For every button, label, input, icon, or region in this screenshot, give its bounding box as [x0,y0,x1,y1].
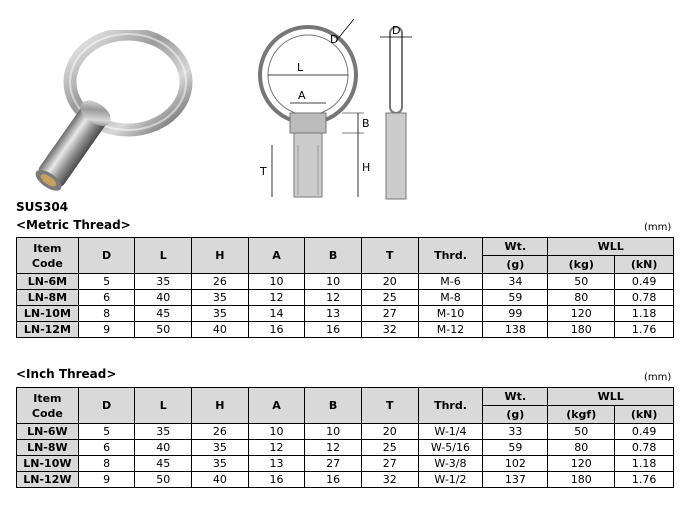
table-cell: 12 [305,440,362,456]
table-cell: 80 [548,290,615,306]
table-cell: 27 [305,456,362,472]
header-b: B [305,388,362,424]
table-cell: 1.76 [615,322,674,338]
header-wt-unit: (g) [483,256,548,274]
table-cell: 1.18 [615,456,674,472]
table-cell: 27 [361,306,418,322]
table-cell: 13 [248,456,305,472]
header-l: L [135,238,192,274]
table-cell: 50 [135,322,192,338]
table-cell: 5 [78,274,135,290]
table-cell: 16 [248,472,305,488]
dim-d-label: D [330,33,339,46]
item-code-cell: LN-8M [17,290,79,306]
table-cell: 9 [78,322,135,338]
table-cell: 35 [192,290,249,306]
table-cell: 27 [361,456,418,472]
table-cell: 5 [78,424,135,440]
table-cell: 1.76 [615,472,674,488]
table-row [17,472,674,488]
dim-h-label: H [362,161,371,174]
metric-table [16,237,674,338]
table-cell: 26 [192,424,249,440]
table-cell: 102 [483,456,548,472]
table-cell: 20 [361,424,418,440]
metric-unit: (mm) [644,222,672,233]
table-cell: 8 [78,456,135,472]
table-cell: 34 [483,274,548,290]
table-cell: 16 [248,322,305,338]
item-code-cell: LN-12W [17,472,79,488]
table-cell: 50 [135,472,192,488]
header-wll-unit2: (kN) [615,406,674,424]
dim-b-label: B [362,117,370,130]
item-code-cell: LN-12M [17,322,79,338]
table-cell: M-10 [418,306,483,322]
table-row [17,456,674,472]
header-wll-unit2: (kN) [615,256,674,274]
table-cell: 12 [305,290,362,306]
table-cell: M-6 [418,274,483,290]
header-a: A [248,388,305,424]
table-cell: 50 [548,424,615,440]
table-cell: 40 [135,290,192,306]
header-wt: Wt. [483,238,548,256]
dim-a-label: A [298,89,306,102]
table-cell: 8 [78,306,135,322]
table-row [17,424,674,440]
header-wll: WLL [548,388,674,406]
table-cell: 59 [483,290,548,306]
table-cell: 32 [361,322,418,338]
table-row [17,274,674,290]
table-cell: 99 [483,306,548,322]
table-cell: M-8 [418,290,483,306]
header-item-code: Item Code [17,238,79,274]
table-cell: 10 [305,274,362,290]
table-cell: W-1/4 [418,424,483,440]
table-cell: W-5/16 [418,440,483,456]
header-wll-unit1: (kgf) [548,406,615,424]
table-cell: 35 [192,456,249,472]
product-photo [18,30,208,200]
header-h: H [192,388,249,424]
header-thrd: Thrd. [418,388,483,424]
header-a: A [248,238,305,274]
header-item-code: Item Code [17,388,79,424]
header-h: H [192,238,249,274]
inch-body [17,424,674,488]
table-cell: 137 [483,472,548,488]
table-cell: 10 [248,424,305,440]
table-cell: M-12 [418,322,483,338]
table-cell: 13 [305,306,362,322]
table-row [17,290,674,306]
table-cell: 59 [483,440,548,456]
header-b: B [305,238,362,274]
table-cell: 0.78 [615,290,674,306]
table-cell: W-3/8 [418,456,483,472]
dim-t-label: T [260,165,267,178]
material-label: SUS304 [16,200,69,214]
table-cell: 6 [78,290,135,306]
table-cell: 25 [361,290,418,306]
table-cell: 80 [548,440,615,456]
table-cell: 45 [135,456,192,472]
item-code-cell: LN-8W [17,440,79,456]
header-thrd: Thrd. [418,238,483,274]
metric-title: <Metric Thread> [16,218,131,232]
table-cell: 35 [192,306,249,322]
table-row [17,322,674,338]
item-code-cell: LN-6M [17,274,79,290]
table-cell: 1.18 [615,306,674,322]
table-cell: 40 [192,472,249,488]
table-cell: 35 [192,440,249,456]
table-cell: 0.49 [615,274,674,290]
header-t: T [361,238,418,274]
table-cell: 0.78 [615,440,674,456]
table-cell: 9 [78,472,135,488]
table-cell: 20 [361,274,418,290]
table-cell: 10 [248,274,305,290]
table-cell: 40 [192,322,249,338]
table-cell: 14 [248,306,305,322]
table-cell: 16 [305,472,362,488]
table-cell: 35 [135,424,192,440]
table-cell: 180 [548,472,615,488]
table-cell: 35 [135,274,192,290]
table-cell: 10 [305,424,362,440]
header-wt-unit: (g) [483,406,548,424]
table-cell: 16 [305,322,362,338]
table-cell: 25 [361,440,418,456]
inch-title: <Inch Thread> [16,367,117,381]
table-cell: 32 [361,472,418,488]
header-l: L [135,388,192,424]
item-code-cell: LN-10W [17,456,79,472]
header-wll-unit1: (kg) [548,256,615,274]
header-t: T [361,388,418,424]
metric-body [17,274,674,338]
table-cell: 138 [483,322,548,338]
table-cell: 12 [248,290,305,306]
side-view-drawing [378,5,438,205]
table-cell: 12 [248,440,305,456]
table-cell: 120 [548,306,615,322]
dim-l-label: L [297,61,304,74]
table-cell: 6 [78,440,135,456]
inch-table [16,387,674,488]
table-row [17,306,674,322]
table-cell: 180 [548,322,615,338]
header-d: D [78,238,135,274]
header-wll: WLL [548,238,674,256]
table-cell: W-1/2 [418,472,483,488]
inch-unit: (mm) [644,372,672,383]
item-code-cell: LN-10M [17,306,79,322]
table-row [17,440,674,456]
table-cell: 26 [192,274,249,290]
header-d: D [78,388,135,424]
table-cell: 40 [135,440,192,456]
table-cell: 45 [135,306,192,322]
side-dim-d-label: D [392,24,401,37]
item-code-cell: LN-6W [17,424,79,440]
table-cell: 50 [548,274,615,290]
table-cell: 120 [548,456,615,472]
table-cell: 0.49 [615,424,674,440]
table-cell: 33 [483,424,548,440]
header-wt: Wt. [483,388,548,406]
